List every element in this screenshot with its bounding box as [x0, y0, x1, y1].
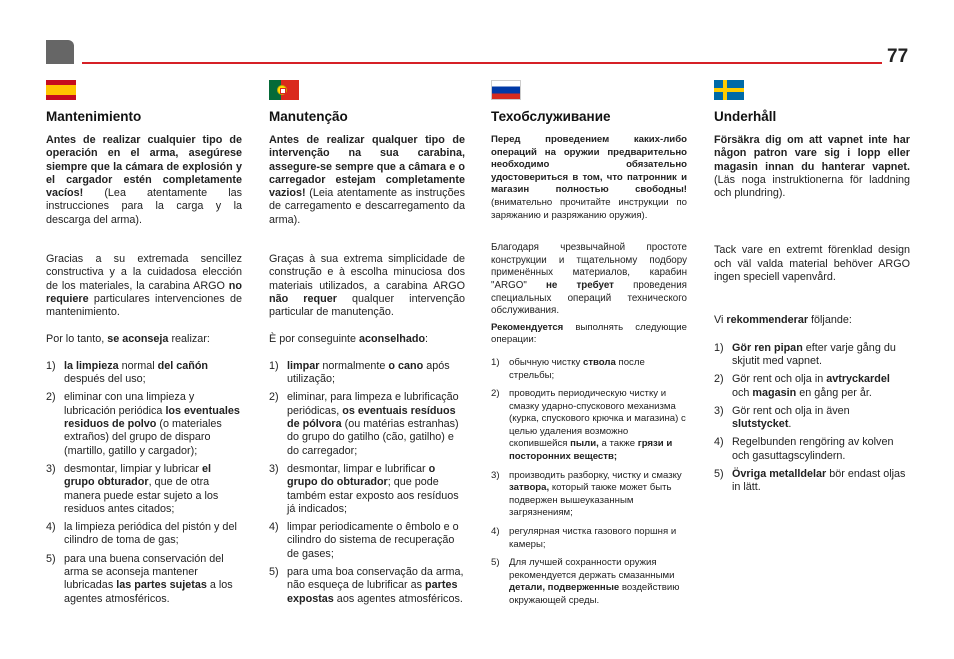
- maintenance-list: [714, 342, 910, 495]
- recommendation-paragraph: Vi rekommenderar följande:: [714, 314, 852, 327]
- warning-paragraph: Перед проведением каких-либо операций на оружии предварительно необходимо обязательно удостовериться в том, что патронник и магазин полностью свободны! (внимательно прочитайте инструкции по заряжанию и разряжанию оружия).: [491, 134, 687, 221]
- intro-paragraph: Gracias a su extremada sencillez constructiva y a la cuidadosa elección de los materiales, la carabina ARGO no requiere particulares intervenciones de mantenimiento.: [46, 253, 242, 319]
- russia-flag-icon: [491, 80, 521, 100]
- list-item: 3) desmontar, limpar e lubrificar o grupo do obturador; que pode também estar exposto aos resíduos já indicados;: [269, 462, 459, 515]
- section-title: Manutenção: [269, 109, 348, 124]
- list-item: 2) проводить периодическую чистку и смазку ударно-спускового механизма (курка, спускового крючка и магазина) с целью удаления возможно скопившейся пыли, а также грязи и посторонних веществ;: [491, 388, 686, 463]
- column-portuguese: [269, 80, 465, 611]
- list-item: 2) eliminar con una limpieza y lubricación periódica los eventuales residuos de polvo (o materiales extraños) del grupo de disparo (martillo, gatillo y cargador);: [46, 391, 240, 457]
- list-item: 3) Gör rent och olja in även slutstycket.: [714, 404, 850, 431]
- warning-paragraph: Antes de realizar cualquier tipo de operación en el arma, asegúrese siempre que la cámara de explosión y el cargador estén completamente vacíos! (Lea atentamente las instrucciones para la carga y la descarga del arma).: [46, 134, 242, 226]
- page-number: 77: [887, 46, 909, 67]
- list-item: 4) Regelbunden rengöring av kolven och gasuttagscylindern.: [714, 436, 894, 462]
- list-item: 1) обычную чистку ствола после стрельбы;: [491, 356, 645, 381]
- spain-flag-icon: [46, 80, 76, 100]
- recommendation-paragraph: Por lo tanto, se aconseja realizar:: [46, 332, 210, 345]
- maintenance-list: [46, 360, 242, 606]
- header-rule: [82, 62, 882, 64]
- sweden-flag-icon: [714, 80, 744, 100]
- intro-paragraph: Graças à sua extrema simplicidade de construção e à escolha minuciosa dos materiais utilizados, a carabina ARGO não requer qualquer intervenção particular de manutenção.: [269, 253, 465, 319]
- section-title: Техобслуживание: [491, 109, 611, 124]
- section-title: Mantenimiento: [46, 109, 142, 124]
- warning-paragraph: Försäkra dig om att vapnet inte har någon patron vare sig i lopp eller magasin innan du hanterar vapnet. (Läs noga instruktionerna för laddning och plundring).: [714, 134, 910, 200]
- section-title: Underhåll: [714, 109, 777, 124]
- maintenance-list: [491, 357, 687, 608]
- list-item: 5) para uma boa conservação da arma, não esqueça de lubrificar as partes expostas aos agentes atmosféricos.: [269, 566, 464, 605]
- list-item: 5) para una buena conservación del arma se aconseja mantener lubricadas las partes sujetas a los agentes atmosféricos.: [46, 552, 233, 605]
- list-item: 2) Gör rent och olja in avtryckardel och magasin en gång per år.: [714, 373, 890, 399]
- list-item: 5) Övriga metalldelar bör endast oljas in lätt.: [714, 468, 906, 494]
- list-item: 5) Для лучшей сохранности оружия рекомендуется держать смазанными детали, подверженные воздействию окружающей среды.: [491, 557, 680, 606]
- list-item: 4) регулярная чистка газового поршня и камеры;: [491, 526, 677, 550]
- recommendation-paragraph: Рекомендуется выполнять следующие операции:: [491, 321, 687, 346]
- portugal-flag-icon: [269, 80, 299, 100]
- list-item: 4) limpar periodicamente o êmbolo e o cilindro do sistema de recuperação de gases;: [269, 521, 459, 560]
- list-item: 3) производить разборку, чистку и смазку затвора, который также может быть подвержен вышеуказанным загрязнениям;: [491, 469, 682, 519]
- maintenance-list: [269, 360, 465, 606]
- column-swedish: [714, 80, 910, 500]
- list-item: 1) la limpieza normal del cañón después del uso;: [46, 359, 209, 386]
- list-item: 2) eliminar, para limpeza e lubrificação periódicas, os eventuais resíduos de pólvora (ou matérias estranhas) do grupo do gatilho (cão, gatilho) e do carregador;: [269, 391, 459, 457]
- header-tab: [46, 40, 74, 64]
- list-item: 1) Gör ren pipan efter varje gång du skjutit med vapnet.: [714, 341, 896, 367]
- list-item: 1) limpar normalmente o cano após utilização;: [269, 359, 450, 386]
- intro-paragraph: Tack vare en extremt förenklad design och väl valda material behöver ARGO ingen speciell vapenvård.: [714, 244, 910, 284]
- column-spanish: [46, 80, 242, 611]
- list-item: 4) la limpieza periódica del pistón y del cilindro de toma de gas;: [46, 521, 237, 547]
- recommendation-paragraph: È por conseguinte aconselhado:: [269, 332, 429, 345]
- intro-paragraph: Благодаря чрезвычайной простоте конструкции и тщательному подбору применённых материалов, карабин "ARGO" не требует проведения специальных операций технического обслуживания.: [491, 242, 687, 317]
- warning-paragraph: Antes de realizar qualquer tipo de intervenção na sua carabina, assegure-se sempre que a câmara e o carregador estejam completamente vazios! (Leia atentamente as instruções de carregamento e descarregamento da arma).: [269, 134, 465, 226]
- column-russian: [491, 80, 687, 614]
- list-item: 3) desmontar, limpiar y lubricar el grupo obturador, que de otra manera puede estar sujeto a los residuos antes citados;: [46, 462, 219, 515]
